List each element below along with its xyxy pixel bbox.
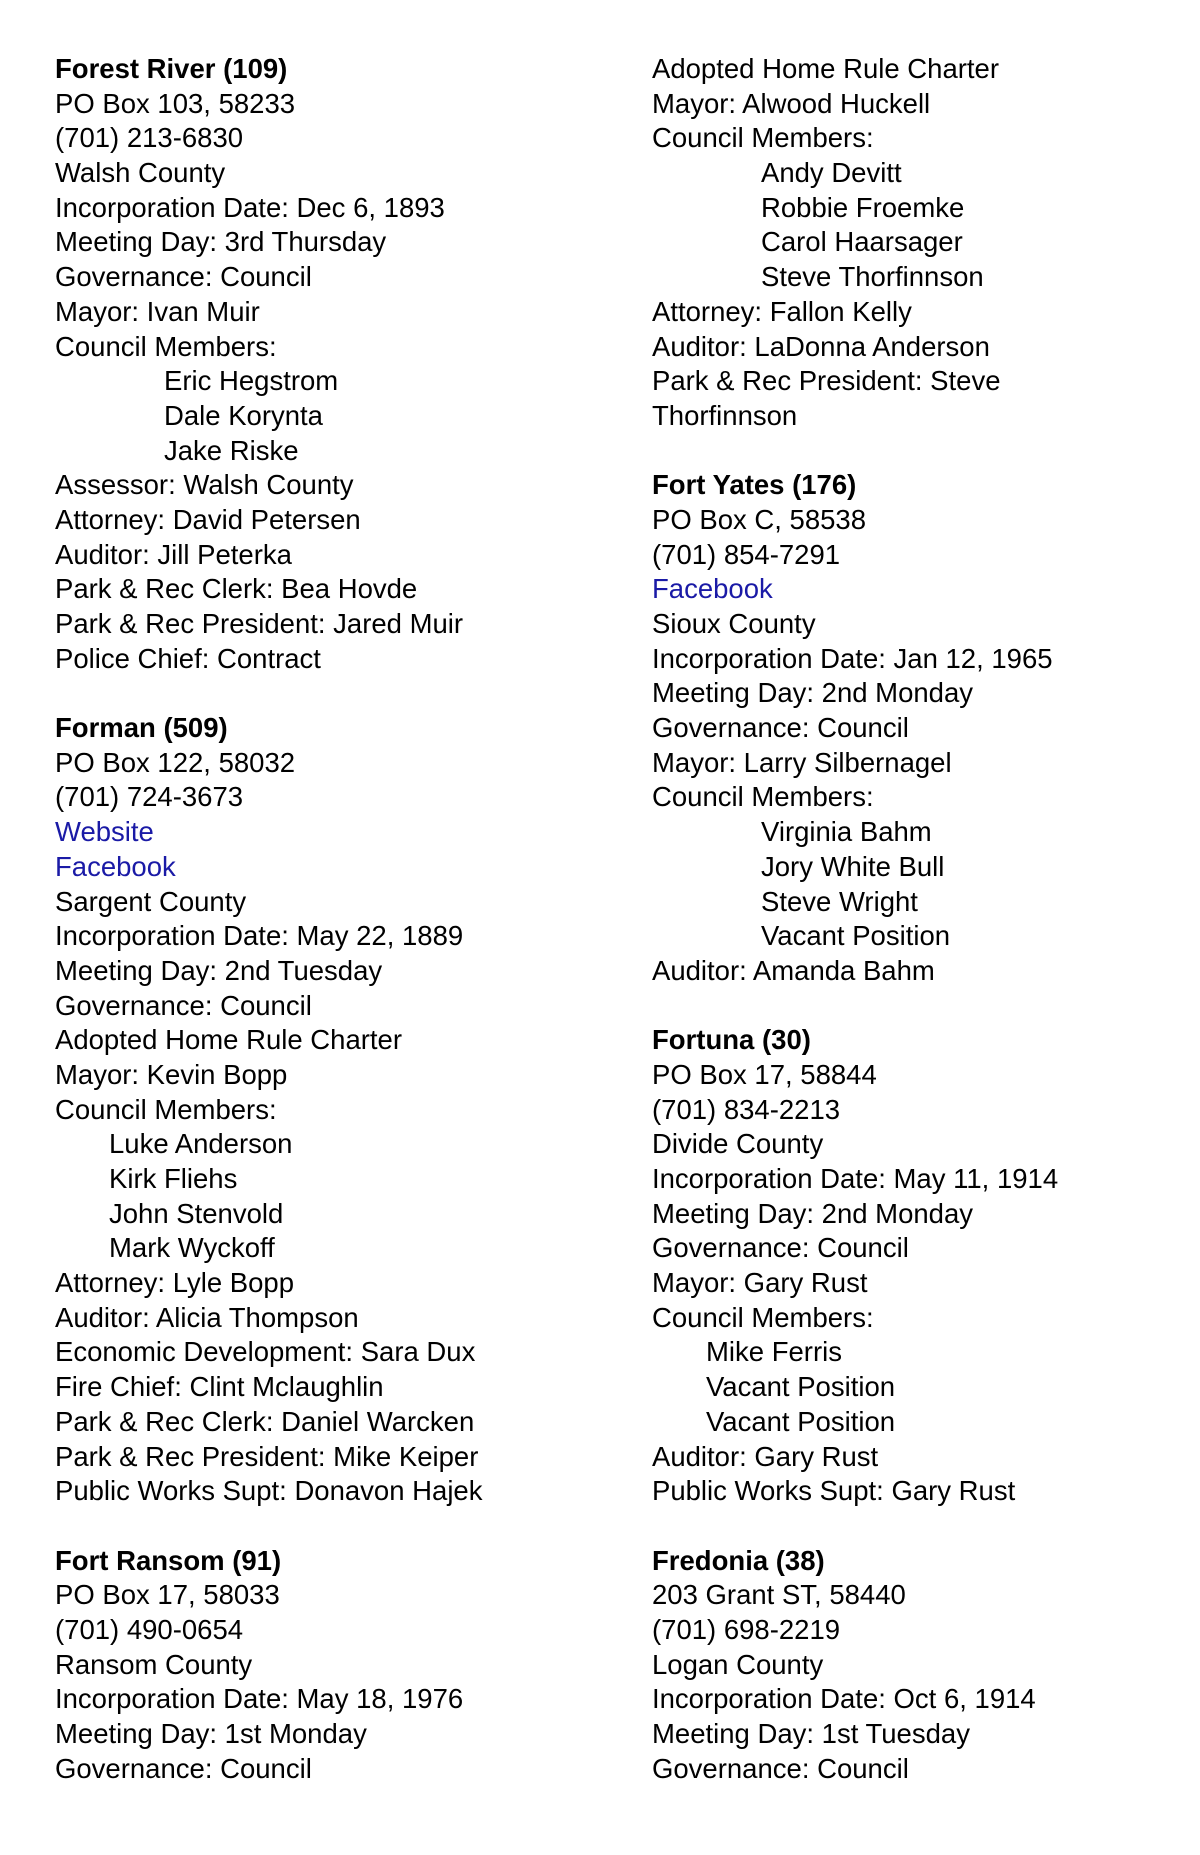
council-member: Mark Wyckoff: [109, 1232, 275, 1264]
council-member: Vacant Position: [706, 1405, 896, 1437]
spacer: [55, 1509, 615, 1544]
council-member: Luke Anderson: [109, 1128, 293, 1160]
county: Logan County: [652, 1648, 824, 1680]
police-chief: Police Chief: Contract: [55, 642, 321, 674]
attorney: Attorney: Fallon Kelly: [652, 295, 912, 327]
council-member: Eric Hegstrom: [164, 365, 339, 397]
city-title: Forman (509): [55, 712, 228, 744]
mayor: Mayor: Gary Rust: [652, 1267, 868, 1299]
city-entry-fredonia: [652, 1544, 1192, 1787]
public-works-supt: Public Works Supt: Donavon Hajek: [55, 1475, 483, 1507]
county: Sargent County: [55, 885, 247, 917]
home-rule: Adopted Home Rule Charter: [652, 53, 999, 84]
auditor: Auditor: Gary Rust: [652, 1440, 879, 1472]
incorporation-date: Incorporation Date: Oct 6, 1914: [652, 1683, 1036, 1715]
park-rec-president-cont: Thorfinnson: [652, 399, 798, 431]
city-entry-forman: [55, 711, 615, 1509]
address: PO Box C, 58538: [652, 503, 867, 535]
attorney: Attorney: David Petersen: [55, 503, 361, 535]
incorporation-date: Incorporation Date: Dec 6, 1893: [55, 191, 445, 223]
auditor: Auditor: Jill Peterka: [55, 538, 292, 570]
website-link[interactable]: Website: [55, 816, 154, 848]
council-member: Virginia Bahm: [761, 816, 932, 848]
phone: (701) 854-7291: [652, 538, 841, 570]
city-title: Fort Ransom (91): [55, 1544, 282, 1576]
spacer: [55, 676, 615, 711]
governance: Governance: Council: [652, 712, 909, 744]
park-rec-clerk: Park & Rec Clerk: Bea Hovde: [55, 573, 418, 605]
mayor: Mayor: Kevin Bopp: [55, 1058, 288, 1090]
city-entry-fortuna: [652, 1023, 1192, 1509]
council-member: Kirk Fliehs: [109, 1163, 238, 1194]
governance: Governance: Council: [55, 261, 312, 293]
city-entry-fort-yates: [652, 468, 1192, 988]
city-title: Fortuna (30): [652, 1024, 811, 1056]
incorporation-date: Incorporation Date: May 22, 1889: [55, 920, 464, 952]
city-title: Fredonia (38): [652, 1544, 825, 1576]
facebook-link[interactable]: Facebook: [652, 573, 773, 605]
park-rec-president: Park & Rec President: Jared Muir: [55, 608, 464, 639]
meeting-day: Meeting Day: 3rd Thursday: [55, 226, 387, 258]
county: Ransom County: [55, 1648, 253, 1680]
auditor: Auditor: Amanda Bahm: [652, 954, 935, 986]
governance: Governance: Council: [55, 1752, 312, 1784]
address: PO Box 17, 58033: [55, 1579, 280, 1611]
meeting-day: Meeting Day: 2nd Tuesday: [55, 954, 383, 986]
city-entry-forest-river: [55, 52, 615, 676]
incorporation-date: Incorporation Date: May 11, 1914: [652, 1163, 1059, 1194]
incorporation-date: Incorporation Date: May 18, 1976: [55, 1683, 464, 1715]
city-entry-fort-ransom-continued: [652, 52, 1192, 434]
council-member: Robbie Froemke: [761, 191, 965, 223]
council-label: Council Members:: [652, 781, 874, 813]
meeting-day: Meeting Day: 1st Monday: [55, 1718, 367, 1749]
mayor: Mayor: Larry Silbernagel: [652, 746, 952, 778]
left-column: [55, 52, 615, 1786]
economic-development: Economic Development: Sara Dux: [55, 1336, 476, 1368]
council-member: Jake Riske: [164, 434, 299, 466]
attorney: Attorney: Lyle Bopp: [55, 1267, 294, 1299]
council-member: Vacant Position: [706, 1371, 896, 1403]
meeting-day: Meeting Day: 2nd Monday: [652, 677, 974, 709]
meeting-day: Meeting Day: 1st Tuesday: [652, 1718, 970, 1749]
council-member: Vacant Position: [761, 920, 951, 952]
spacer: [652, 1509, 1192, 1544]
council-member: Steve Wright: [761, 885, 918, 917]
fire-chief: Fire Chief: Clint Mclaughlin: [55, 1371, 384, 1403]
address: PO Box 17, 58844: [652, 1058, 877, 1090]
address: PO Box 122, 58032: [55, 746, 296, 778]
governance: Governance: Council: [652, 1752, 909, 1784]
park-rec-president: Park & Rec President: Steve: [652, 365, 1001, 397]
city-title: Forest River (109): [55, 53, 288, 84]
facebook-link[interactable]: Facebook: [55, 850, 176, 882]
phone: (701) 834-2213: [652, 1093, 841, 1125]
county: Sioux County: [652, 608, 816, 639]
spacer: [652, 434, 1192, 469]
incorporation-date: Incorporation Date: Jan 12, 1965: [652, 642, 1053, 674]
spacer: [652, 989, 1192, 1024]
assessor: Assessor: Walsh County: [55, 469, 354, 501]
phone: (701) 490-0654: [55, 1613, 244, 1645]
address: PO Box 103, 58233: [55, 87, 296, 119]
city-entry-fort-ransom: [55, 1544, 615, 1787]
council-member: John Stenvold: [109, 1197, 284, 1229]
council-member: Mike Ferris: [706, 1336, 842, 1368]
council-member: Dale Korynta: [164, 399, 323, 431]
auditor: Auditor: Alicia Thompson: [55, 1301, 359, 1333]
council-member: Steve Thorfinnson: [761, 261, 984, 293]
governance: Governance: Council: [652, 1232, 909, 1264]
county: Walsh County: [55, 157, 226, 189]
council-label: Council Members:: [652, 1301, 874, 1333]
park-rec-clerk: Park & Rec Clerk: Daniel Warcken: [55, 1405, 475, 1437]
governance: Governance: Council: [55, 989, 312, 1021]
park-rec-president: Park & Rec President: Mike Keiper: [55, 1440, 479, 1472]
council-label: Council Members:: [55, 330, 277, 362]
council-member: Carol Haarsager: [761, 226, 963, 258]
right-column: [652, 52, 1192, 1786]
mayor: Mayor: Alwood Huckell: [652, 87, 931, 119]
council-label: Council Members:: [55, 1093, 277, 1125]
public-works-supt: Public Works Supt: Gary Rust: [652, 1475, 1016, 1507]
address: 203 Grant ST, 58440: [652, 1579, 906, 1611]
council-member: Andy Devitt: [761, 157, 902, 189]
phone: (701) 724-3673: [55, 781, 244, 813]
council-label: Council Members:: [652, 122, 874, 154]
council-member: Jory White Bull: [761, 850, 945, 882]
meeting-day: Meeting Day: 2nd Monday: [652, 1197, 974, 1229]
phone: (701) 213-6830: [55, 122, 244, 154]
mayor: Mayor: Ivan Muir: [55, 295, 260, 327]
city-title: Fort Yates (176): [652, 469, 857, 501]
phone: (701) 698-2219: [652, 1613, 841, 1645]
county: Divide County: [652, 1128, 824, 1160]
auditor: Auditor: LaDonna Anderson: [652, 330, 990, 362]
home-rule: Adopted Home Rule Charter: [55, 1024, 402, 1056]
